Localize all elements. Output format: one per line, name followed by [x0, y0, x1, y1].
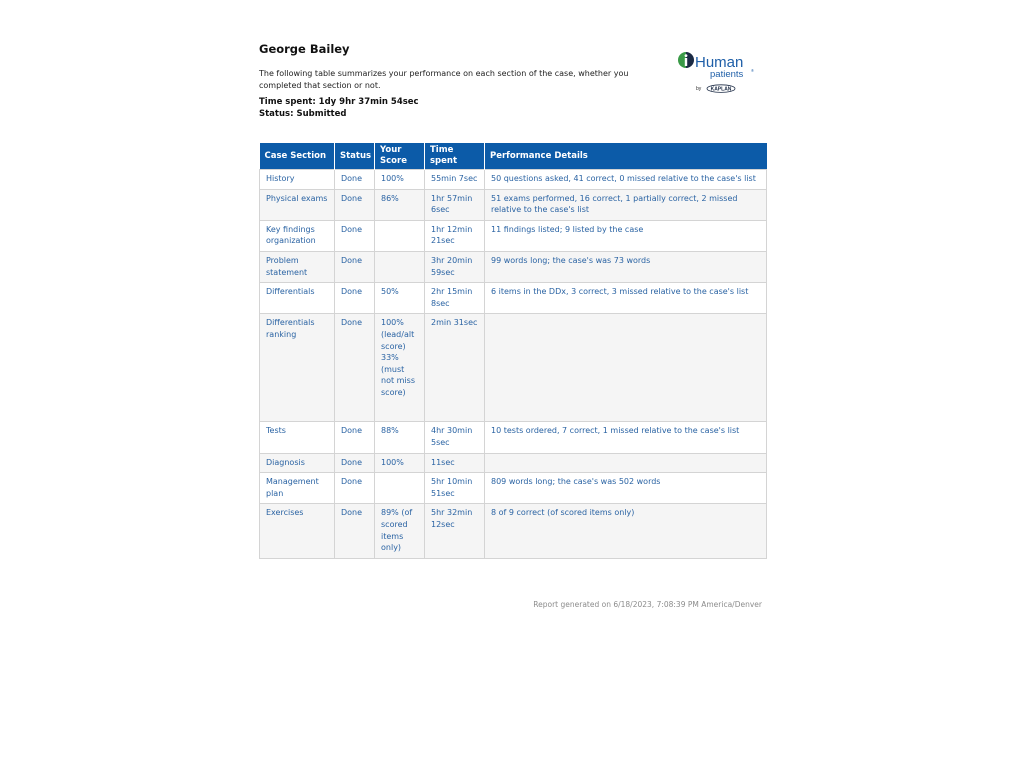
cell-status: Done: [335, 220, 375, 251]
cell-section: Differentials ranking: [260, 314, 335, 422]
cell-score: 86%: [375, 189, 425, 220]
cell-details: 99 words long; the case's was 73 words: [485, 251, 767, 282]
cell-time: 5hr 10min 51sec: [425, 473, 485, 504]
cell-section: Tests: [260, 422, 335, 453]
cell-status: Done: [335, 473, 375, 504]
table-header-row: [260, 143, 767, 170]
cell-details: 51 exams performed, 16 correct, 1 partially correct, 2 missed relative to the case's list: [485, 189, 767, 220]
cell-status: Done: [335, 453, 375, 473]
cell-details: [485, 314, 767, 422]
cell-details: [485, 453, 767, 473]
cell-status: Done: [335, 504, 375, 558]
cell-status: Done: [335, 251, 375, 282]
table-row: [260, 314, 767, 422]
cell-section: Management plan: [260, 473, 335, 504]
cell-time: 55min 7sec: [425, 170, 485, 190]
cell-score: 100%: [375, 170, 425, 190]
cell-time: 4hr 30min 5sec: [425, 422, 485, 453]
table-row: [260, 473, 767, 504]
submission-status: Status: Submitted: [259, 109, 347, 119]
cell-details: 809 words long; the case's was 502 words: [485, 473, 767, 504]
table-row: [260, 504, 767, 558]
cell-score: 100% (lead/alt score) 33% (must not miss score): [375, 314, 425, 422]
cell-section: Physical exams: [260, 189, 335, 220]
cell-time: 1hr 57min 6sec: [425, 189, 485, 220]
header-performance-details: Performance Details: [485, 143, 767, 170]
cell-status: Done: [335, 314, 375, 422]
cell-details: 8 of 9 correct (of scored items only): [485, 504, 767, 558]
cell-score: [375, 473, 425, 504]
logo-by: by: [696, 86, 702, 92]
logo-trademark: ®: [751, 68, 754, 73]
cell-details: 6 items in the DDx, 3 correct, 3 missed relative to the case's list: [485, 283, 767, 314]
cell-time: 2min 31sec: [425, 314, 485, 422]
cell-status: Done: [335, 170, 375, 190]
logo-brand-line2: patients: [710, 69, 744, 80]
cell-status: Done: [335, 283, 375, 314]
cell-status: Done: [335, 422, 375, 453]
cell-section: Exercises: [260, 504, 335, 558]
cell-details: 10 tests ordered, 7 correct, 1 missed relative to the case's list: [485, 422, 767, 453]
student-name: George Bailey: [259, 42, 350, 56]
cell-details: 11 findings listed; 9 listed by the case: [485, 220, 767, 251]
cell-score: [375, 220, 425, 251]
table-row: [260, 220, 767, 251]
cell-time: 5hr 32min 12sec: [425, 504, 485, 558]
cell-score: 89% (of scored items only): [375, 504, 425, 558]
cell-section: Problem statement: [260, 251, 335, 282]
cell-time: 11sec: [425, 453, 485, 473]
header-time-spent: Time spent: [425, 143, 485, 170]
cell-section: Key findings organization: [260, 220, 335, 251]
cell-score: [375, 251, 425, 282]
header-your-score: Your Score: [375, 143, 425, 170]
cell-time: 3hr 20min 59sec: [425, 251, 485, 282]
cell-status: Done: [335, 189, 375, 220]
time-spent: Time spent: 1dy 9hr 37min 54sec: [259, 97, 419, 107]
logo-mark-icon: [678, 52, 694, 68]
table-row: [260, 422, 767, 453]
table-row: [260, 251, 767, 282]
header-status: Status: [335, 143, 375, 170]
ihuman-patients-logo: [677, 50, 767, 95]
cell-score: 50%: [375, 283, 425, 314]
logo-brand-line1: Human: [695, 54, 744, 71]
table-row: [260, 189, 767, 220]
performance-table: [259, 143, 767, 559]
logo-company: KAPLAN: [710, 86, 732, 93]
table-row: [260, 453, 767, 473]
cell-section: Diagnosis: [260, 453, 335, 473]
cell-score: 100%: [375, 453, 425, 473]
cell-section: History: [260, 170, 335, 190]
cell-details: 50 questions asked, 41 correct, 0 missed relative to the case's list: [485, 170, 767, 190]
table-row: [260, 283, 767, 314]
cell-score: 88%: [375, 422, 425, 453]
cell-section: Differentials: [260, 283, 335, 314]
header-case-section: Case Section: [260, 143, 335, 170]
report-generated-timestamp: Report generated on 6/18/2023, 7:08:39 PM America/Denver: [533, 600, 762, 609]
summary-text: The following table summarizes your performance on each section of the case, whether you completed that section or not.: [259, 69, 629, 90]
table-row: [260, 170, 767, 190]
cell-time: 1hr 12min 21sec: [425, 220, 485, 251]
cell-time: 2hr 15min 8sec: [425, 283, 485, 314]
